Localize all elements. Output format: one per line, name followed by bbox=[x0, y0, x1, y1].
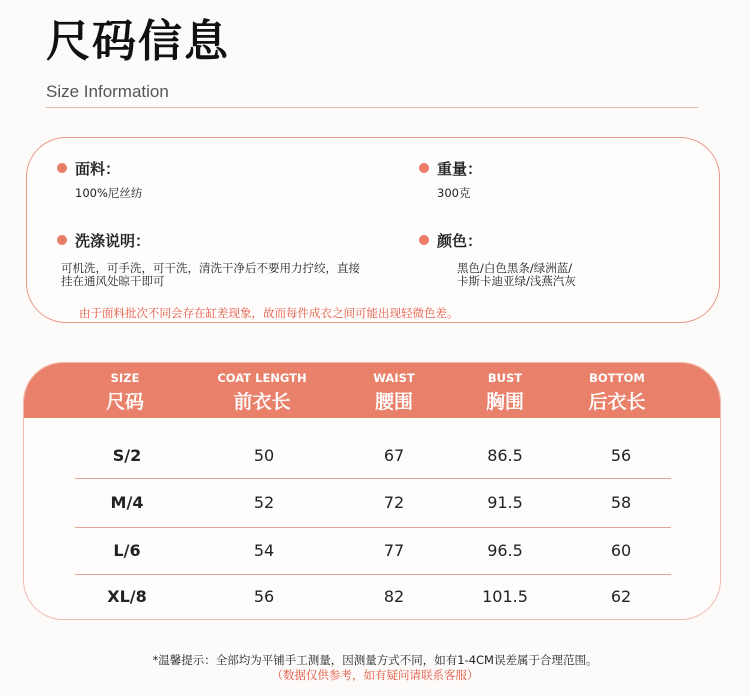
measurement-tip: *温馨提示：全部均为平铺手工测量，因测量方式不同，如有1-4CM误差属于合理范围。 bbox=[152, 653, 598, 667]
bust-cell: 96.5 bbox=[487, 541, 523, 560]
weight-label: 重量： bbox=[437, 159, 483, 178]
washing-label: 洗涤说明： bbox=[75, 231, 151, 250]
waist-cell: 67 bbox=[383, 446, 405, 465]
table-row bbox=[24, 479, 720, 527]
weight-value: 300克 bbox=[437, 186, 471, 200]
bust-cell: 86.5 bbox=[487, 446, 523, 465]
color-value-line2: 卡斯卡迪亚绿/浅燕汽灰 bbox=[457, 274, 576, 288]
bust-cell: 91.5 bbox=[487, 493, 523, 512]
color-label: 颜色： bbox=[437, 231, 483, 250]
coat-length-cell: 56 bbox=[253, 587, 275, 606]
color-difference-warning: 由于面料批次不同会存在缸差现象，故而每件成衣之间可能出现轻微色差。 bbox=[79, 306, 459, 320]
bottom-cell: 60 bbox=[610, 541, 632, 560]
header-coat-length: COAT LENGTH 前衣长 bbox=[217, 371, 307, 413]
coat-length-cell: 52 bbox=[253, 493, 275, 512]
table-row bbox=[24, 527, 720, 575]
washing-value-line1: 可机洗，可手洗，可干洗，清洗干净后不要用力拧绞，直接 bbox=[61, 261, 360, 275]
product-info-card bbox=[26, 137, 720, 323]
waist-cell: 77 bbox=[383, 541, 405, 560]
bullet-dot-icon bbox=[419, 163, 429, 173]
bullet-dot-icon bbox=[419, 235, 429, 245]
table-header bbox=[24, 363, 720, 418]
color-block bbox=[419, 230, 576, 288]
fabric-value: 100%尼丝纺 bbox=[75, 186, 143, 200]
bottom-cell: 56 bbox=[610, 446, 632, 465]
color-value-line1: 黑色/白色黑条/绿洲蓝/ bbox=[457, 261, 573, 275]
fabric-label: 面料： bbox=[75, 159, 121, 178]
washing-block bbox=[57, 230, 360, 288]
bottom-cell: 62 bbox=[610, 587, 632, 606]
title-divider bbox=[46, 107, 698, 108]
header-size: SIZE 尺码 bbox=[105, 371, 144, 413]
size-cell: S/2 bbox=[112, 446, 142, 465]
fabric-block bbox=[57, 158, 142, 200]
page-title: 尺码信息 bbox=[46, 16, 230, 67]
bottom-cell: 58 bbox=[610, 493, 632, 512]
size-cell: L/6 bbox=[113, 541, 141, 560]
size-cell: XL/8 bbox=[107, 587, 147, 606]
size-cell: M/4 bbox=[110, 493, 144, 512]
coat-length-cell: 50 bbox=[253, 446, 275, 465]
reference-note: （数据仅供参考，如有疑问请联系客服） bbox=[271, 668, 479, 682]
bullet-dot-icon bbox=[57, 235, 67, 245]
size-table bbox=[23, 362, 721, 620]
bullet-dot-icon bbox=[57, 163, 67, 173]
waist-cell: 72 bbox=[383, 493, 405, 512]
waist-cell: 82 bbox=[383, 587, 405, 606]
coat-length-cell: 54 bbox=[253, 541, 275, 560]
table-row bbox=[24, 573, 720, 620]
page-subtitle: Size Information bbox=[46, 82, 169, 101]
header-bust: BUST 胸围 bbox=[485, 371, 524, 413]
header-waist: WAIST 腰围 bbox=[373, 371, 415, 413]
weight-block bbox=[419, 158, 482, 200]
header-bottom: BOTTOM 后衣长 bbox=[588, 371, 646, 413]
washing-value-line2: 挂在通风处晾干即可 bbox=[61, 274, 165, 288]
bust-cell: 101.5 bbox=[482, 587, 528, 606]
table-row bbox=[24, 432, 720, 480]
